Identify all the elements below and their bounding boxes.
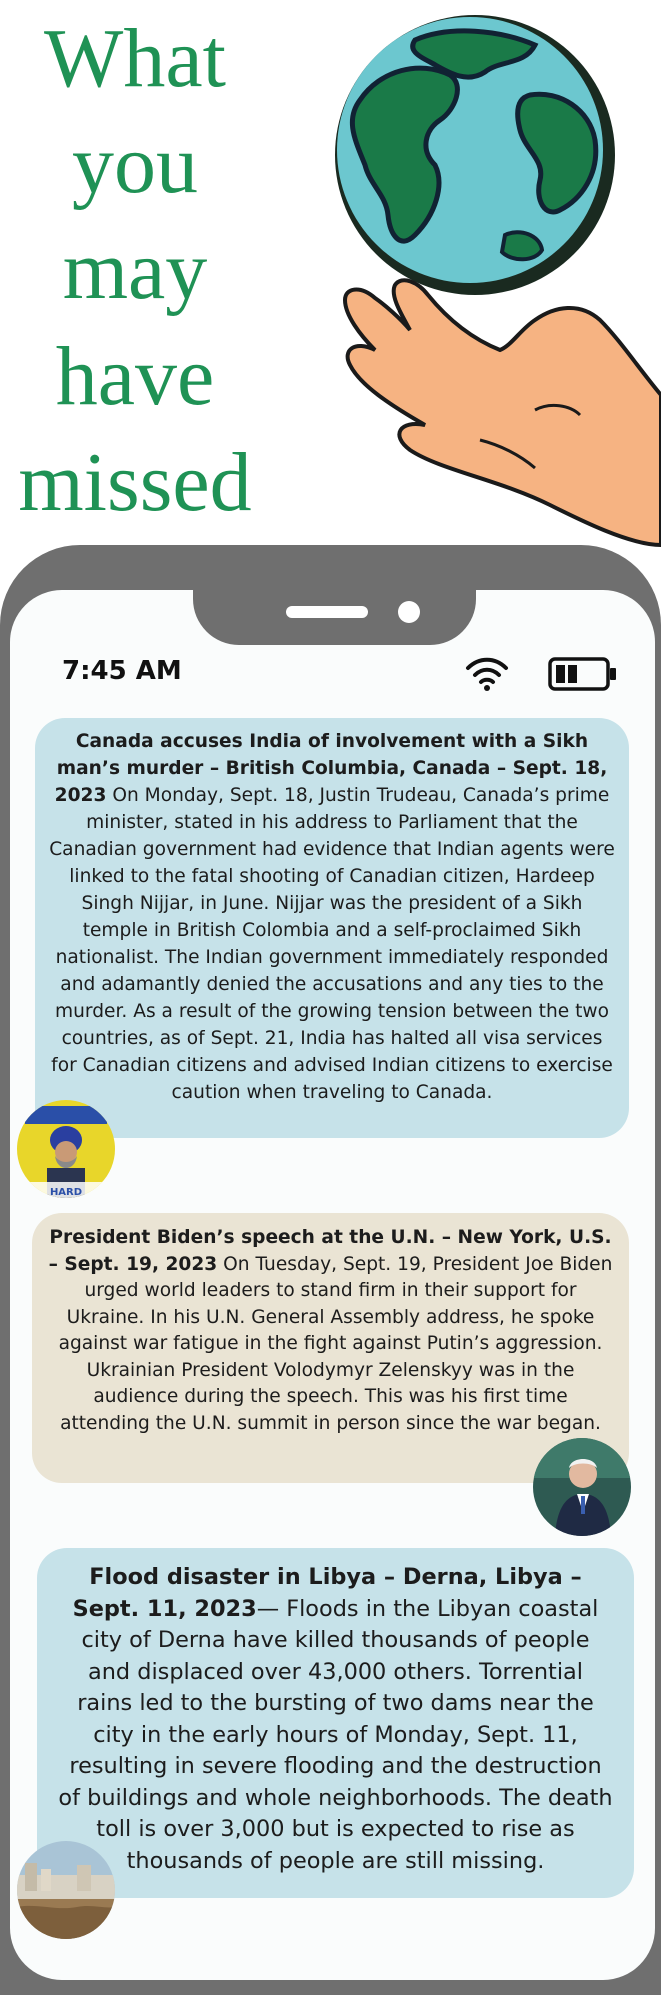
story-headline: Canada accuses India of involvement with a Sikh man’s murder – British Columbia, Canada – Sept. 18, 2023 [54, 731, 608, 806]
status-time: 7:45 AM [62, 656, 182, 686]
story-photo-nijjar [17, 1100, 115, 1198]
page-title [0, 6, 270, 536]
story-body: On Tuesday, Sept. 19, President Joe Biden urged world leaders to stand firm in their support for Ukraine. In his U.N. General Assembly address, he spoke against war fatigue in the fight against Putin’s aggression. Ukrainian President Volodymyr Zelenskyy was in the audience during the speech. This was his first time attending the U.N. summit in person since the war began. [58, 1253, 613, 1434]
story-body: — Floods in the Libyan coastal city of Derna have killed thousands of people and displaced over 43,000 others. Torrential rains led to the bursting of two dams near the city in the early hours of Monday, Sept. 11, resulting in severe flooding and the destruction of buildings and whole neighborhoods. The death toll is over 3,000 but is expected to rise as thousands of people are still missing. [58, 1595, 613, 1874]
hand-icon [345, 280, 661, 545]
globe-icon [335, 15, 615, 295]
story-photo-biden [533, 1438, 631, 1536]
phone-notch [193, 553, 476, 645]
news-card-libya-flood [37, 1548, 634, 1898]
title-line-what: What [44, 12, 226, 105]
title-line-missed: missed [18, 436, 252, 529]
wifi-icon [465, 655, 509, 691]
poster-caption: HARD [49, 1187, 83, 1198]
story-text [37, 1548, 634, 1877]
news-card-canada-india [35, 718, 629, 1138]
story-text [32, 1213, 629, 1437]
speaker-grille [286, 606, 368, 618]
title-line-you: you [72, 118, 198, 211]
title-line-have: have [55, 330, 215, 423]
battery-icon [548, 657, 618, 691]
story-text [35, 718, 629, 1106]
front-camera [398, 601, 420, 623]
story-headline: Flood disaster in Libya – Derna, Libya – Sept. 11, 2023 [72, 1564, 582, 1622]
globe-in-hand-illustration [250, 0, 661, 560]
news-card-biden-un [32, 1213, 629, 1483]
story-photo-derna-flood [17, 1841, 115, 1939]
title-line-may: may [62, 224, 208, 317]
story-headline: President Biden’s speech at the U.N. – New York, U.S. – Sept. 19, 2023 [48, 1227, 612, 1275]
story-body: On Monday, Sept. 18, Justin Trudeau, Canada’s prime minister, stated in his address to Parliament that the Canadian government had evidence that Indian agents were linked to the fatal shooting of Canadian citizen, Hardeep Singh Nijjar, in June. Nijjar was the president of a Sikh temple in British Colombia and a self-proclaimed Sikh nationalist. The Indian government immediately responded and adamantly denied the accusations and any ties to the murder. As a result of the growing tension between the two countries, as of Sept. 21, India has halted all visa services for Canadian citizens and advised Indian citizens to exercise caution when traveling to Canada. [49, 785, 615, 1103]
